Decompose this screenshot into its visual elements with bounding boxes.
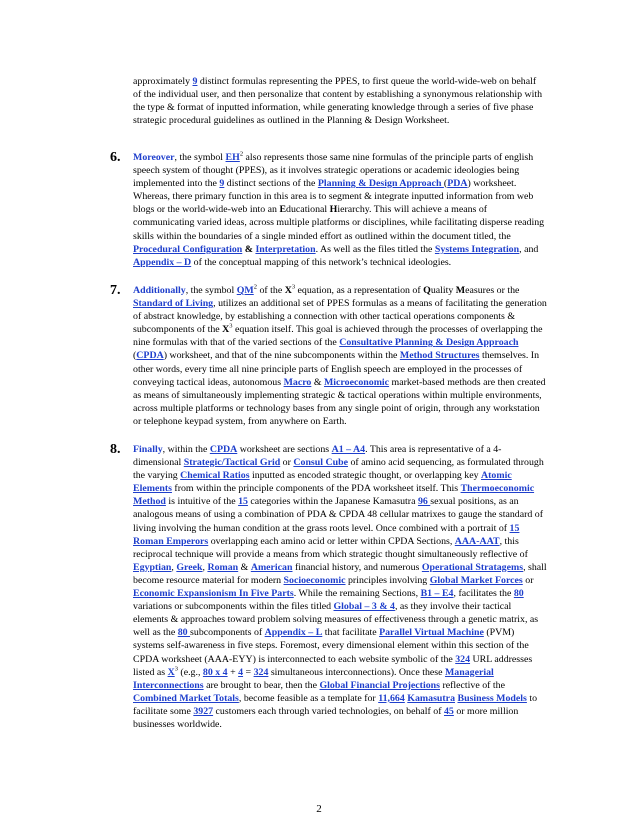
- item-6-paragraph: Moreover, the symbol $EH^2$ also represents those same nine formulas of the principle parts of english speech system of thought (PPES), as it involves strategic operations or academic ideologies being implemented into the 9 distinct sections of the Planning & Design Approach (PDA) worksheet. Whereas, there primary function in this area is to segment & integrate inputted information from web blogs or the world-wide-web into an Educational Hierarchy. This will achieve a means of communicating varied ideas, across multiple platforms or disciplines, while facilitating disperse reading skills within the boundaries of a single minded effort as outlined within the document titled, the Procedural Configuration & Interpretation. As well as the files titled the Systems Integration, and Appendix – D of the conceptual mapping of this network’s technical ideologies.: [133, 150, 545, 268]
- superscript: 3: [229, 322, 233, 330]
- document-link[interactable]: &: [358, 178, 369, 190]
- document-link[interactable]: Thermoeconomic Method: [133, 483, 535, 508]
- document-link[interactable]: Consultative Planning: [339, 337, 436, 349]
- document-link[interactable]: AAA-AAT: [454, 535, 500, 547]
- document-link[interactable]: Parallel Virtual Machine: [379, 627, 484, 639]
- document-link[interactable]: Global Financial Projections: [319, 679, 440, 691]
- page-number: 2: [316, 803, 322, 815]
- document-link[interactable]: Appendix – D: [133, 256, 192, 268]
- document-link[interactable]: Atomic Elements: [133, 470, 512, 495]
- bold-letter: M: [455, 285, 466, 296]
- document-link[interactable]: CPDA: [136, 350, 164, 362]
- document-link[interactable]: Global – 3 & 4: [333, 601, 395, 613]
- superscript: 2: [239, 150, 244, 158]
- document-link[interactable]: Interpretation: [255, 243, 316, 255]
- document-link[interactable]: EH: [225, 152, 240, 163]
- document-link[interactable]: X: [167, 666, 175, 678]
- item-7-paragraph: Additionally, the symbol $QM^2$ of the $X^3$ equation, as a representation of Quality Measures or the Standard of Living, utilizes an additional set of PPES formulas as a means of facilitating the generation of abstract knowledge, by establishing a connection with other tactical operations components & subcomponents of the $X^3$ equation itself. This goal is achieved through the processes of overlapping the nine formulas with that of the varied sections of the Consultative Planning & Design Approach (CPDA) worksheet, and that of the nine subcomponents within the Method Structures themselves. In other words, every time all nine principle parts of English speech are employed in the processes of conveying tactical ideas, autonomous Macro & Microeconomic market-based methods are then created as means of simultaneously implementing strategic & tactical operations within multiple environments, across multiple platforms or technology bases from any single point of origin, through any workstation or telephone keypad system, from anywhere on Earth.: [133, 283, 547, 427]
- bold-letter: &: [244, 243, 253, 255]
- document-link[interactable]: Egyptian: [133, 561, 172, 573]
- item-number-7: 7.: [110, 283, 121, 298]
- lead-word: Moreover: [133, 152, 175, 163]
- document-link[interactable]: Managerial Interconnections: [133, 666, 494, 691]
- document-link[interactable]: Appendix – L: [264, 627, 323, 639]
- document-link[interactable]: Consul Cube: [293, 457, 348, 469]
- document-link[interactable]: 3927: [193, 705, 214, 717]
- document-link[interactable]: Procedural Configuration: [133, 243, 243, 255]
- document-link[interactable]: 324: [455, 653, 471, 665]
- document-link[interactable]: 96: [417, 496, 431, 508]
- document-link[interactable]: 9: [219, 178, 225, 190]
- document-link[interactable]: Global Market Forces: [429, 574, 523, 586]
- document-link[interactable]: 4: [238, 666, 244, 678]
- document-link[interactable]: 15 Roman Emperors: [133, 522, 520, 547]
- document-link[interactable]: 80 x 4: [202, 666, 228, 678]
- document-link[interactable]: 9: [192, 76, 198, 87]
- item-number-8: 8.: [110, 442, 121, 457]
- document-link[interactable]: PDA: [447, 178, 468, 190]
- document-link[interactable]: Planning: [317, 178, 359, 190]
- document-link[interactable]: Chemical Ratios: [180, 470, 250, 482]
- document-link[interactable]: 324: [253, 666, 269, 678]
- bold-letter: H: [329, 204, 338, 216]
- bold-letter: X: [284, 285, 292, 296]
- lead-word: Additionally: [133, 285, 186, 296]
- lead-word: Finally: [133, 444, 163, 455]
- document-link[interactable]: Business Models: [457, 692, 527, 704]
- document-link[interactable]: Greek: [176, 561, 203, 573]
- document-link[interactable]: Systems Integration: [434, 243, 520, 255]
- document-link[interactable]: Microeconomic: [323, 376, 390, 388]
- document-link[interactable]: A1 – A4: [331, 444, 366, 455]
- document-link[interactable]: QM: [236, 285, 254, 296]
- document-link[interactable]: 15: [238, 496, 248, 508]
- document-link[interactable]: Macro: [283, 376, 312, 388]
- document-link[interactable]: American: [250, 561, 293, 573]
- bold-letter: E: [279, 204, 287, 216]
- document-link[interactable]: Operational Stratagems: [421, 561, 524, 573]
- bold-letter: X: [222, 324, 230, 336]
- document-link[interactable]: Strategic/Tactical Grid: [183, 457, 281, 469]
- document-link[interactable]: 11,664: [378, 692, 405, 704]
- intro-paragraph: approximately 9 distinct formulas representing the PPES, to first queue the world-wide-web on behalf of the individual user, and then personalize that content by establishing a synonymous relationship with the type & format of inputted information, while generating knowledge through a series of five phase strategic procedural guidelines as outlined in the Planning & Design Worksheet.: [133, 76, 543, 127]
- item-8-paragraph: Finally, within the CPDA worksheet are sections A1 – A4. This area is representative of a 4-dimensional Strategic/Tactical Grid or Consul Cube of amino acid sequencing, as formulated through the varying Chemical Ratios inputted as encoded strategic thought, or overlapping key Atomic Elements from within the principle components of the PDA worksheet itself. This Thermoeconomic Method is intuitive of the 15 categories within the Japanese Kamasutra 96 sexual positions, as an analogous means of using a combination of PDA & CPDA 48 cellular matrixes to gauge the standard of living involving the human condition at the grass roots level. Once combined with a portrait of 15 Roman Emperors overlapping each amino acid or letter within CPDA Sections, AAA-AAT, this reciprocal technique will provide a means from which strategic thought simultaneously reflective of Egyptian, Greek, Roman & American financial history, and numerous Operational Stratagems, shall become resource material for modern Socioeconomic principles involving Global Market Forces or Economic Expansionism In Five Parts. While the remaining Sections, B1 – E4, facilitates the 80 variations or subcomponents within the files titled Global – 3 & 4, as they involve their tactical elements & approaches toward problem solving measures of effectiveness through a genetic matrix, as well as the 80 subcomponents of Appendix – L that facilitate Parallel Virtual Machine (PVM) systems self-awareness in five steps. Foremost, every dimensional element within this section of the CPDA worksheet (AAA-EYY) is interconnected to each website symbolic of the 324 URL addresses listed as $X^3$ (e.g., 80 x 4 + 4 = 324 simultaneous interconnections). Once these Managerial Interconnections are brought to bear, then the Global Financial Projections reflective of the Combined Market Totals, become feasible as a template for 11,664 Kamasutra Business Models to facilitate some 3927 customers each through varied technologies, on behalf of 45 or more million businesses worldwide.: [133, 444, 547, 730]
- document-link[interactable]: Standard of Living: [133, 298, 214, 310]
- document-link[interactable]: Combined Market Totals: [133, 692, 239, 704]
- document-link[interactable]: 80: [513, 588, 524, 600]
- bold-letter: Q: [423, 285, 431, 296]
- document-link[interactable]: &: [435, 337, 446, 349]
- document-link[interactable]: Design Approach: [368, 178, 444, 190]
- document-link[interactable]: B1 – E4: [420, 588, 454, 600]
- document-link[interactable]: Design Approach: [445, 337, 519, 349]
- document-link[interactable]: CPDA: [209, 444, 238, 455]
- superscript: 3: [291, 283, 296, 291]
- document-link[interactable]: Socioeconomic: [283, 574, 346, 586]
- document-link[interactable]: Kamasutra: [407, 692, 456, 704]
- superscript: 3: [174, 665, 178, 673]
- document-link[interactable]: Roman: [207, 561, 239, 573]
- superscript: 2: [253, 283, 257, 291]
- document-link[interactable]: 80: [177, 627, 191, 639]
- document-link[interactable]: Economic Expansionism In Five Parts: [133, 588, 294, 600]
- item-number-6: 6.: [110, 150, 121, 165]
- document-link[interactable]: Method Structures: [399, 350, 480, 362]
- document-link[interactable]: 45: [443, 705, 454, 717]
